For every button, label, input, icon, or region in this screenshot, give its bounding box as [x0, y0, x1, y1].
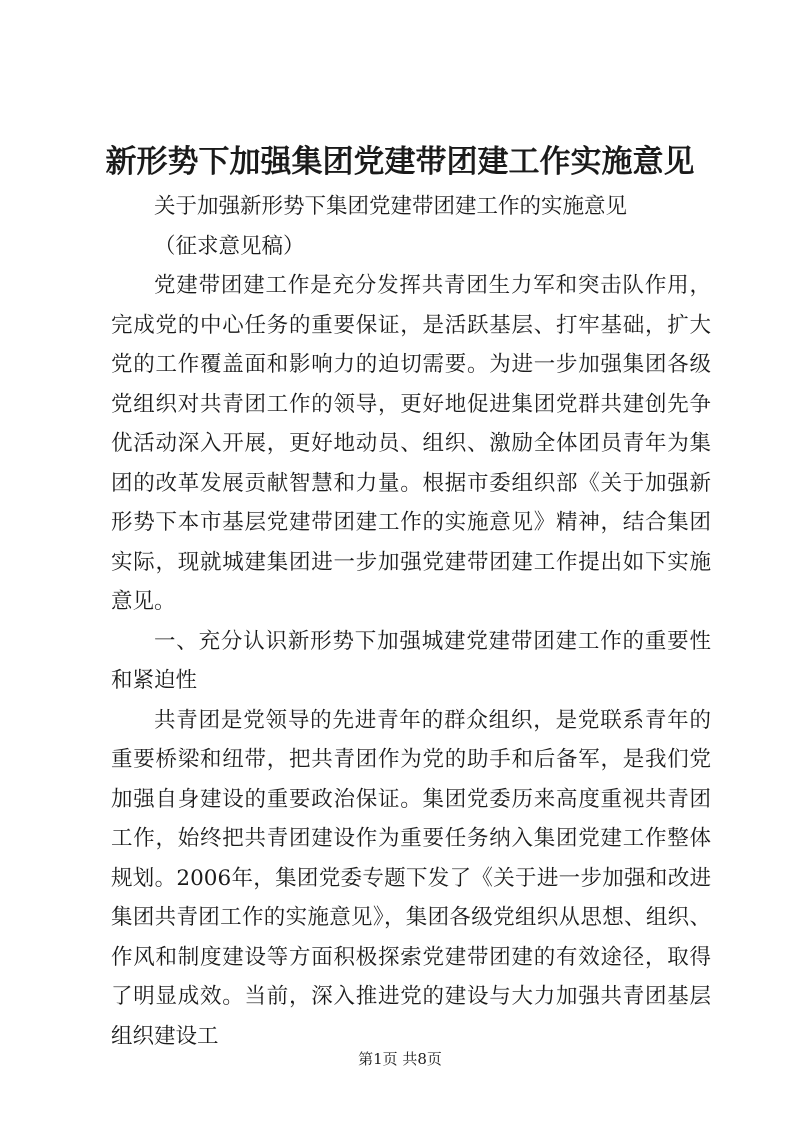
document-subtitle: 关于加强新形势下集团党建带团建工作的实施意见	[154, 194, 628, 219]
page-number: 第1页 共8页	[358, 1050, 442, 1068]
document-title: 新形势下加强集团党建带团建工作实施意见	[105, 144, 695, 180]
section-heading-1: 一、充分认识新形势下加强城建党建带团建工作的重要性和紧迫性	[111, 628, 711, 693]
paragraph-intro: 党建带团建工作是充分发挥共青团生力军和突击队作用，完成党的中心任务的重要保证，是活跃基层、打牢基础，扩大党的工作覆盖面和影响力的迫切需要。为进一步加强集团各级党组织对共青团工作的领导，更好地促进集团党群共建创先争优活动深入开展，更好地动员、组织、激励全体团员青年为集团的改革发展贡献智慧和力量。根据市委组织部《关于加强新形势下本市基层党建带团建工作的实施意见》精神，结合集团实际，现就城建集团进一步加强党建带团建工作提出如下实施意见。	[111, 273, 711, 614]
paragraph-section-1: 共青团是党领导的先进青年的群众组织，是党联系青年的重要桥梁和纽带，把共青团作为党的助手和后备军，是我们党加强自身建设的重要政治保证。集团党委历来高度重视共青团工作，始终把共青团建设作为重要任务纳入集团党建工作整体规划。2006年，集团党委专题下发了《关于进一步加强和改进集团共青团工作的实施意见》，集团各级党组织从思想、组织、作风和制度建设等方面积极探索党建带团建的有效途径，取得了明显成效。当前，深入推进党的建设与大力加强共青团基层组织建设工	[111, 707, 711, 1049]
document-body	[111, 187, 711, 1056]
draft-note: （征求意见稿）	[154, 233, 305, 259]
